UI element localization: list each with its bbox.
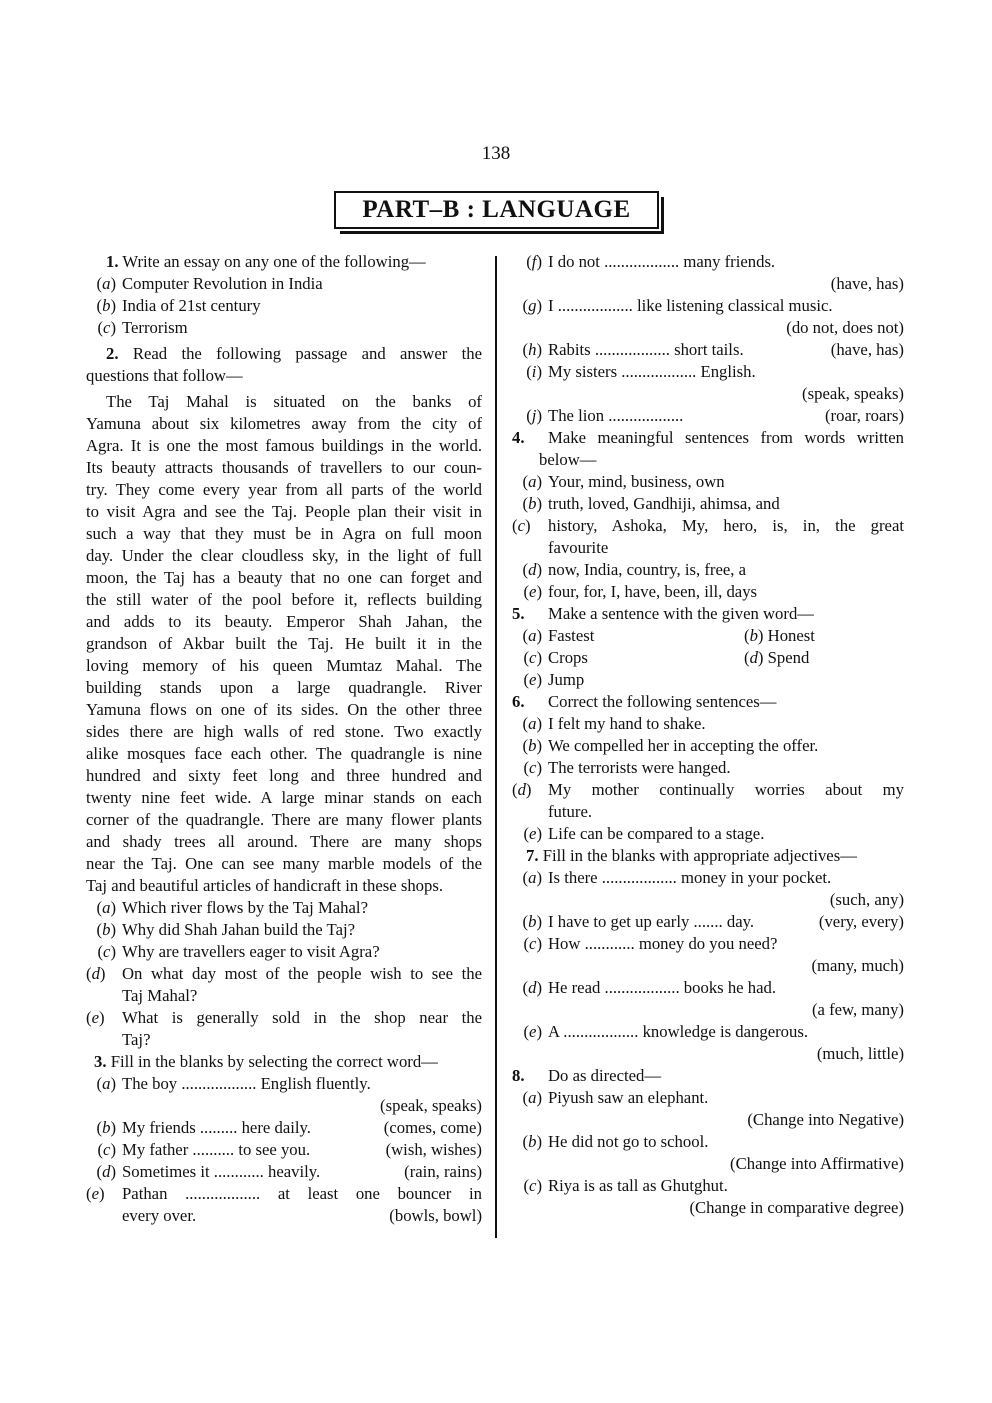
list-item: (b) I have to get up early ....... day. (very, every): [522, 912, 904, 931]
options: (rain, rains): [404, 1162, 482, 1181]
options: (do not, does not): [786, 318, 904, 337]
list-item-cont: future.: [548, 802, 593, 821]
column-divider: [495, 256, 497, 1238]
list-item: (a) I felt my hand to shake.: [522, 714, 706, 733]
list-item: (a) Your, mind, business, own: [522, 472, 725, 491]
options: (Change in comparative degree): [689, 1198, 904, 1217]
list-item-cont: every over. (bowls, bowl): [122, 1206, 482, 1225]
list-item: (c) Terrorism: [97, 318, 188, 337]
list-item: (e) What is generally sold in the shop near the: [86, 1008, 482, 1027]
list-item: (a) Piyush saw an elephant.: [522, 1088, 709, 1107]
question-text-cont: below—: [539, 450, 597, 469]
list-item-cont: Taj?: [122, 1030, 151, 1049]
list-item: (e) Life can be compared to a stage.: [523, 824, 765, 843]
list-item: (e) four, for, I, have, been, ill, days: [523, 582, 758, 601]
list-item: (b) He did not go to school.: [522, 1132, 709, 1151]
list-item: (a) Which river flows by the Taj Mahal?: [96, 898, 368, 917]
list-item: (d) My mother continually worries about my: [512, 780, 904, 799]
question-5: 5. Make a sentence with the given word—: [512, 604, 814, 623]
options: (much, little): [816, 1044, 904, 1063]
options: (many, much): [811, 956, 904, 975]
options: (Change into Negative): [747, 1110, 904, 1129]
question-text: Fill in the blanks by selecting the correct word—: [110, 1052, 438, 1071]
list-item: (f) I do not .................. many friends.: [526, 252, 776, 271]
list-item: (d) He read .................. books he had.: [522, 978, 777, 997]
list-item: (c) How ............ money do you need?: [523, 934, 778, 953]
list-item: (c) history, Ashoka, My, hero, is, in, the great: [512, 516, 904, 535]
options: (roar, roars): [824, 406, 904, 425]
options: (bowls, bowl): [389, 1206, 482, 1225]
list-item: (d) Sometimes it ............ heavily. (rain, rains): [96, 1162, 482, 1181]
question-4: 4. Make meaningful sentences from words written: [512, 428, 904, 447]
list-item: (e) Pathan .................. at least one bouncer in: [86, 1184, 482, 1203]
options: (such, any): [829, 890, 904, 909]
list-item: (b) India of 21st century: [96, 296, 261, 315]
section-heading: [334, 191, 659, 229]
list-item: (i) My sisters .................. English.: [526, 362, 756, 381]
list-item: (b) My friends ......... here daily. (comes, come): [96, 1118, 482, 1137]
list-item: (a) Computer Revolution in India: [96, 274, 323, 293]
list-item-cont: Taj Mahal?: [122, 986, 198, 1005]
question-number: 2.: [106, 344, 119, 363]
list-item: (c) My father .......... to see you. (wish, wishes): [97, 1140, 482, 1159]
page-number: 138: [481, 143, 511, 164]
options: (have, has): [830, 340, 904, 359]
options: (have, has): [830, 274, 904, 293]
right-column: [512, 251, 904, 1219]
list-item: (b) truth, loved, Gandhiji, ahimsa, and: [522, 494, 780, 513]
list-item: (a) Fastest (b) Honest: [522, 626, 815, 645]
list-item: (a) Is there .................. money in your pocket.: [522, 868, 832, 887]
left-column: [86, 251, 482, 1227]
options: (a few, many): [811, 1000, 904, 1019]
list-item: (b) We compelled her in accepting the offer.: [522, 736, 819, 755]
question-8: 8. Do as directed—: [512, 1066, 662, 1085]
list-item: (e) Jump: [523, 670, 585, 689]
question-6: 6. Correct the following sentences—: [512, 692, 777, 711]
list-item: (b) Why did Shah Jahan build the Taj?: [96, 920, 356, 939]
list-item: (h) Rabits .................. short tails. (have, has): [522, 340, 904, 359]
question-text: Write an essay on any one of the following—: [122, 252, 426, 271]
question-text: Read the following passage and answer the: [132, 344, 483, 363]
list-item: (j) The lion .................. (roar, roars): [526, 406, 904, 425]
question-3: [86, 1051, 482, 1073]
options: (Change into Affirmative): [730, 1154, 904, 1173]
list-item: (d) On what day most of the people wish to see the: [86, 964, 482, 983]
options: (wish, wishes): [385, 1140, 482, 1159]
list-item: (c) The terrorists were hanged.: [523, 758, 731, 777]
list-item-cont: favourite: [548, 538, 609, 557]
question-7: 7. Fill in the blanks with appropriate adjectives—: [526, 846, 857, 865]
list-item: (c) Riya is as tall as Ghutghut.: [523, 1176, 728, 1195]
options: (speak, speaks): [380, 1096, 482, 1115]
options: (comes, come): [383, 1118, 482, 1137]
options: (speak, speaks): [802, 384, 904, 403]
question-text-cont: questions that follow—: [86, 366, 243, 385]
list-item: (d) now, India, country, is, free, a: [522, 560, 747, 579]
list-item: (c) Crops (d) Spend: [523, 648, 810, 667]
question-number: 3.: [94, 1052, 107, 1071]
list-item: (g) I .................. like listening classical music.: [522, 296, 833, 315]
list-item: (a) The boy .................. English fluently.: [96, 1074, 371, 1093]
section-heading-text: PART–B : LANGUAGE: [362, 196, 631, 223]
passage: The Taj Mahal is situated on the banks of Yamuna about six kilometres away from the city of Agra. It is one the most famous buildings in the world. Its beauty attracts thousands of travellers to our coun- try. They come every year from all parts of the world to visit Agra and see the Taj. People plan their visit in such a way that they must be in Agra on full moon day. Under the clear cloudless sky, in the light of full moon, the Taj has a beauty that no one can forget and the still water of the pool before it, reflects building and adds to its beauty. Emperor Shah Jahan, the grandson of Akbar built the Taj. He built it in the loving memory of his queen Mumtaz Mahal. The building stands upon a large quadrangle. River Yamuna flows on one of its sides. On the other three sides there are high walls of red stone. Two exactly alike mosques face each other. The quadrangle is nine hundred and sixty feet long and three hundred and twenty nine feet wide. A large minar stands on each corner of the quadrangle. There are many flower plants and shady trees all around. There are many shops near the Taj. One can see many marble models of the Taj and beautiful articles of handicraft in these shops.: [86, 392, 482, 895]
options: (very, every): [818, 912, 904, 931]
question-number: 1.: [106, 252, 119, 271]
list-item: (e) A .................. knowledge is dangerous.: [523, 1022, 809, 1041]
list-item: (c) Why are travellers eager to visit Agra?: [97, 942, 380, 961]
question-2: [86, 343, 482, 365]
question-1: [86, 251, 482, 273]
